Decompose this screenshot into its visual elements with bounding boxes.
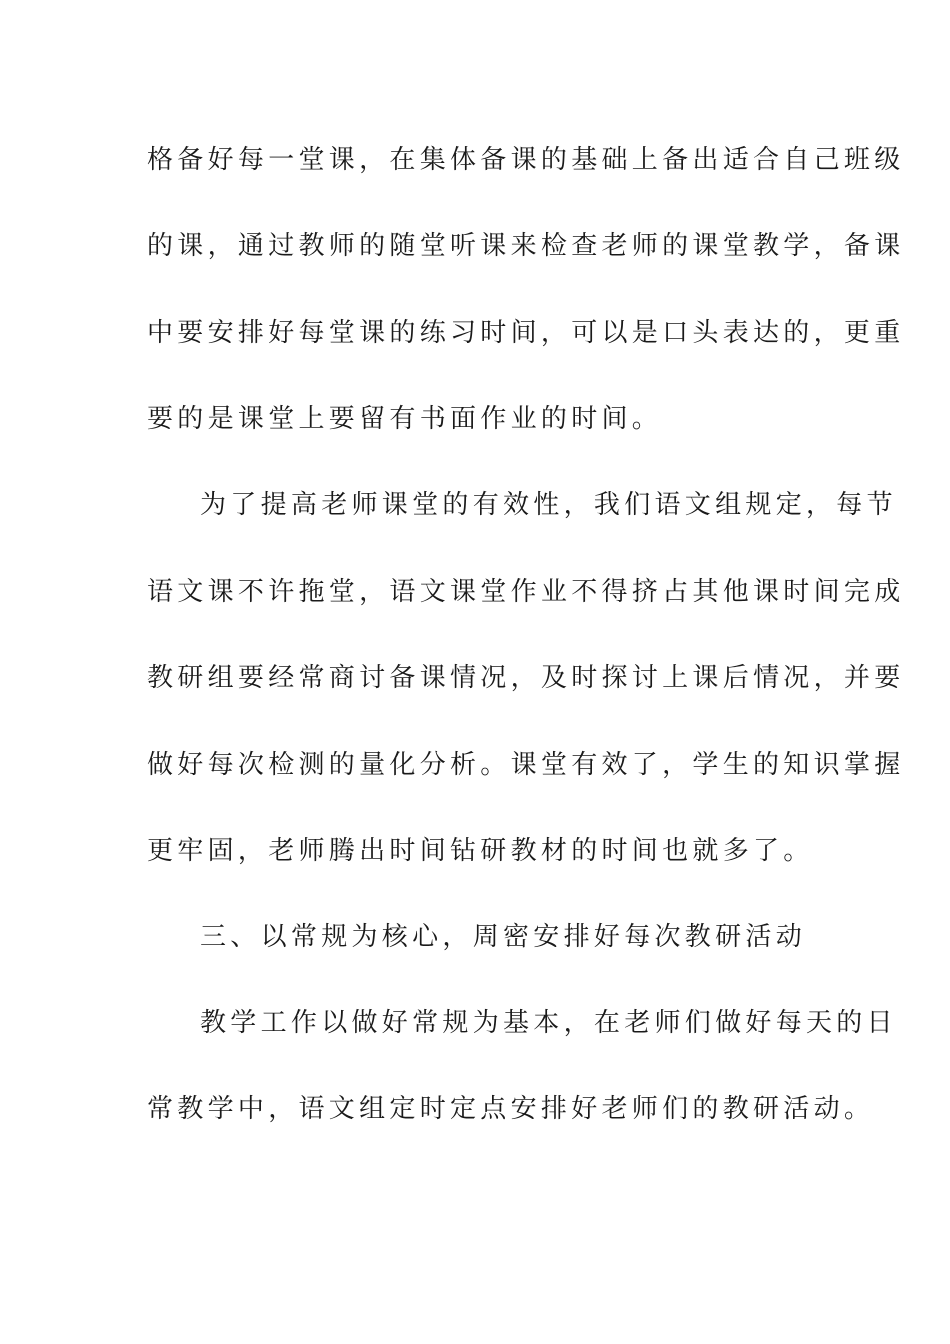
section-heading: 三、以常规为核心，周密安排好每次教研活动	[200, 922, 807, 952]
body-text-line: 更牢固，老师腾出时间钻研教材的时间也就多了。	[147, 836, 814, 866]
paragraph-first-line: 为了提高老师课堂的有效性，我们语文组规定，每节	[200, 490, 897, 520]
body-text-line: 做好每次检测的量化分析。课堂有效了，学生的知识掌握	[147, 750, 905, 780]
paragraph-first-line: 教学工作以做好常规为基本，在老师们做好每天的日	[200, 1008, 897, 1038]
body-text-line: 语文课不许拖堂，语文课堂作业不得挤占其他课时间完成	[147, 577, 905, 607]
body-text-line: 常教学中，语文组定时定点安排好老师们的教研活动。	[147, 1094, 875, 1124]
body-text-line: 格备好每一堂课，在集体备课的基础上备出适合自己班级	[147, 145, 905, 175]
body-text-line: 教研组要经常商讨备课情况，及时探讨上课后情况，并要	[147, 663, 905, 693]
body-text-line: 的课，通过教师的随堂听课来检查老师的课堂教学，备课	[147, 231, 905, 261]
body-text-line: 要的是课堂上要留有书面作业的时间。	[147, 404, 663, 434]
body-text-line: 中要安排好每堂课的练习时间，可以是口头表达的，更重	[147, 318, 905, 348]
